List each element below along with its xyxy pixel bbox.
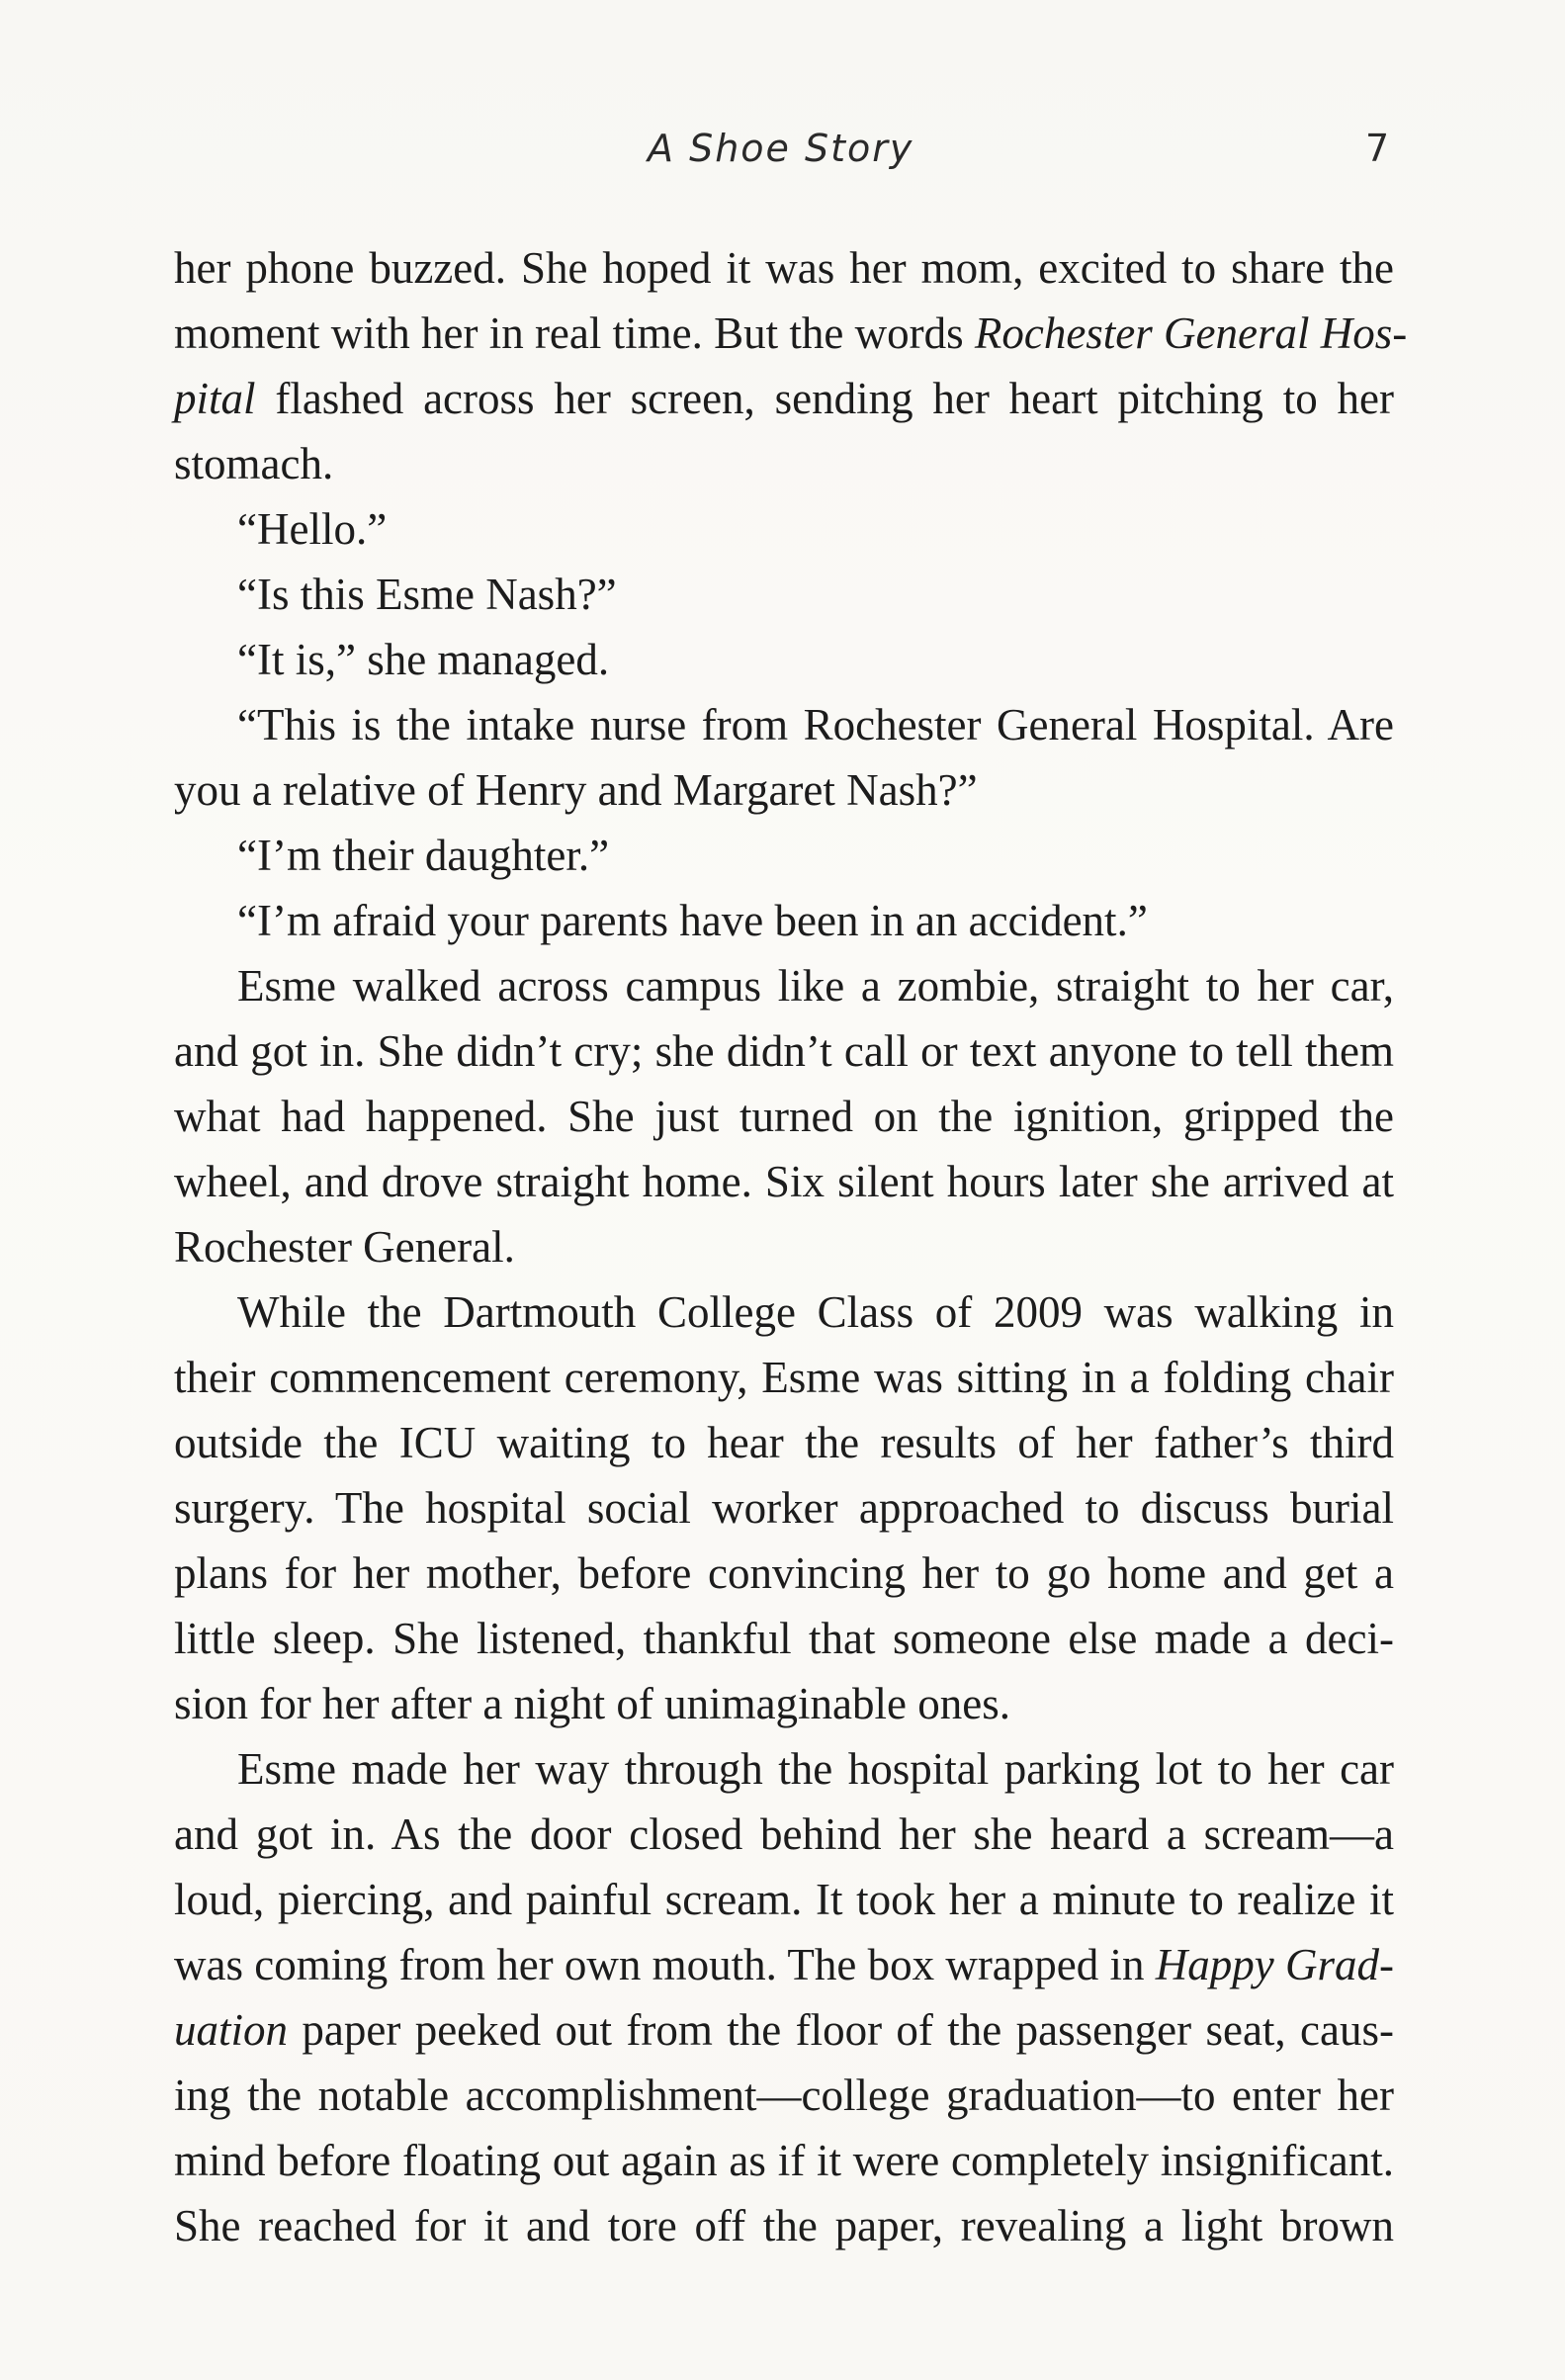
text-line: “Is this Esme Nash?” [237,570,617,619]
italic-title: Happy Grad- [1155,1940,1395,1989]
text-line: plans for her mother, before convincing her to go home and get a [174,1548,1394,1598]
text-line: While the Dartmouth College Class of 2009 was walking in [237,1287,1394,1337]
text-line: wheel, and drove straight home. Six silent hours later she arrived at [174,1157,1394,1206]
text-line: She reached for it and tore off the paper, revealing a light brown [174,2201,1394,2250]
text-line: “I’m afraid your parents have been in an accident.” [237,896,1148,945]
text-line: “This is the intake nurse from Rochester General Hospital. Are [237,700,1394,749]
text-line: ing the notable accomplishment—college graduation—to enter her [174,2071,1394,2120]
text-line: her phone buzzed. She hoped it was her mom, excited to share the [174,243,1394,293]
text-line: moment with her in real time. But the words Rochester General Hos- [174,309,1408,358]
text-line: you a relative of Henry and Margaret Nash?” [174,765,978,815]
text-line: pital flashed across her screen, sending her heart pitching to her [174,374,1394,423]
text-line: was coming from her own mouth. The box wrapped in Happy Grad- [174,1940,1395,1989]
text-line: little sleep. She listened, thankful that someone else made a deci- [174,1614,1394,1663]
text-line: Esme walked across campus like a zombie, straight to her car, [237,961,1394,1011]
text-line: outside the ICU waiting to hear the results of her father’s third [174,1418,1394,1467]
running-title: A Shoe Story [648,127,914,170]
text-line: and got in. She didn’t cry; she didn’t call or text anyone to tell them [174,1026,1394,1076]
text-line: “Hello.” [237,504,388,554]
text-line: loud, piercing, and painful scream. It took her a minute to realize it [174,1875,1394,1924]
text-line: stomach. [174,439,334,488]
page-header [0,127,1565,186]
text-line: and got in. As the door closed behind her she heard a scream—a [174,1809,1394,1859]
text-line: uation paper peeked out from the floor of the passenger seat, caus- [174,2005,1394,2055]
text-line: sion for her after a night of unimaginable ones. [174,1679,1010,1728]
italic-title: uation [174,2005,289,2055]
italic-title: pital [174,374,256,423]
text-line: surgery. The hospital social worker approached to discuss burial [174,1483,1394,1533]
text-line: their commencement ceremony, Esme was sitting in a folding chair [174,1353,1394,1402]
body-text [174,235,1408,2258]
text-line: mind before floating out again as if it were completely insignificant. [174,2136,1394,2185]
text-line: Rochester General. [174,1222,515,1272]
page-number: 7 [1365,127,1390,170]
italic-title: Rochester General Hos- [974,309,1408,358]
text-line: what had happened. She just turned on the ignition, gripped the [174,1092,1394,1141]
text-line: “It is,” she managed. [237,635,610,684]
text-line: Esme made her way through the hospital parking lot to her car [237,1744,1394,1794]
text-line: “I’m their daughter.” [237,831,610,880]
